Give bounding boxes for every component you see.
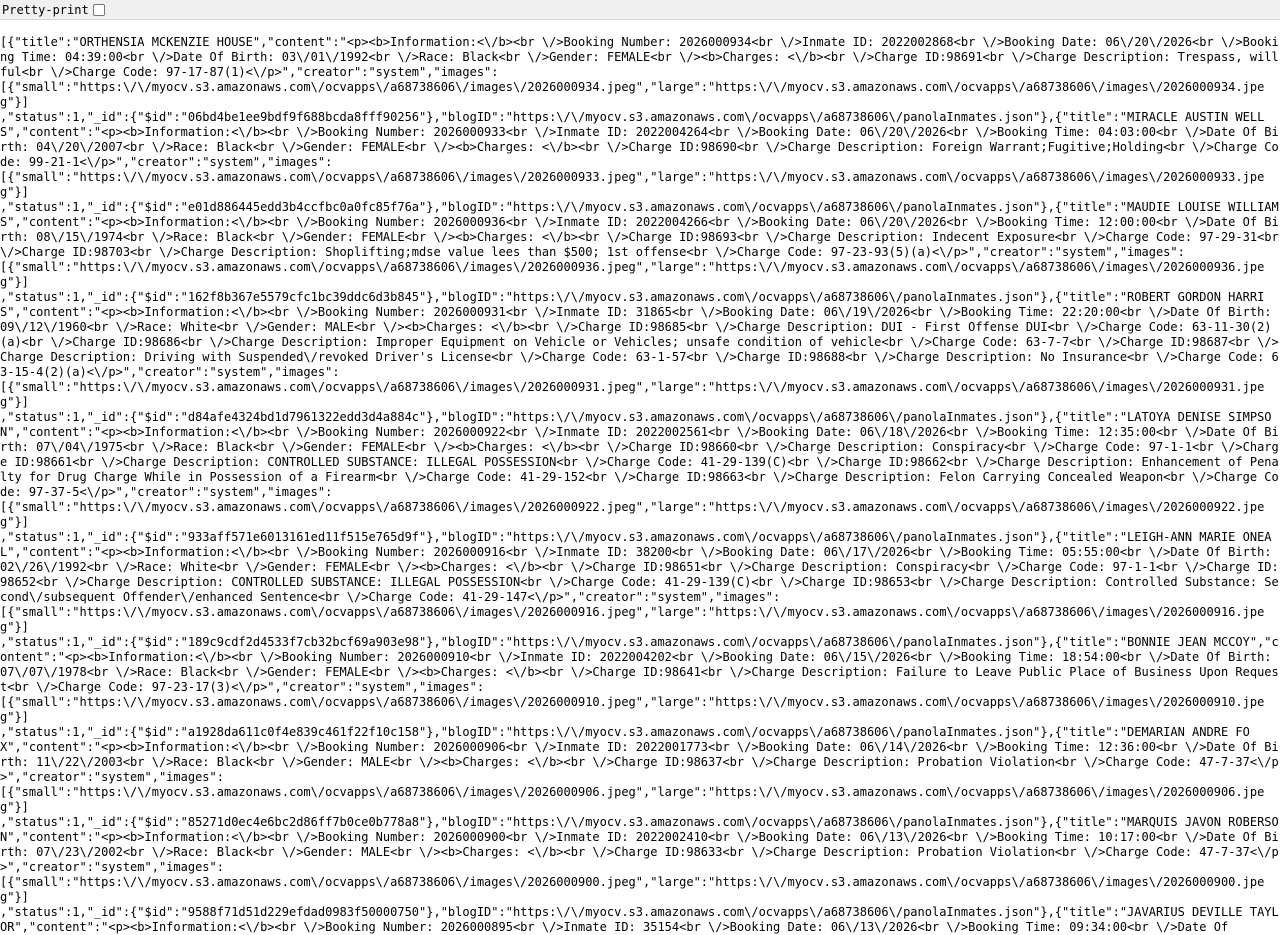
pretty-print-bar (0, 0, 1280, 20)
json-output: [{"title":"ORTHENSIA MCKENZIE HOUSE","content":"<p><b>Information:<\/b><br \/>Booking Number: 2026000934<br \/>Inmate ID: 2022002868<br \/>Booking Date: 06\/20\/2026<br \/>Booking Time: 04:39:00<br \/>Date Of Birth: 03\/01\/1992<br \/>Race: Black<br \/>Gender: FEMALE<br \/><b>Charges: <\/b><br \/>Charge ID:98691<br \/>Charge Description: Trespass, willful<br \/>Charge Code: 97-17-87(1)<\/p>","creator":"system","images": [{"small":"https:\/\/myocv.s3.amazonaws.com\/ocvapps\/a68738606\/images\/2026000934.jpeg","large":"https:\/\/myocv.s3.amazonaws.com\/ocvapps\/a68738606\/images\/2026000934.jpeg"}] ,"status":1,"_id":{"$id":"06bd4be1ee9bdf9f688bcda8fff90256"},"blogID":"https:\/\/myocv.s3.amazonaws.com\/ocvapps\/a68738606\/panolaInmates.json"},{"title":"MIRACLE AUSTIN WELLS","content":"<p><b>Information:<\/b><br \/>Booking Number: 2026000933<br \/>Inmate ID: 2022004264<br \/>Booking Date: 06\/20\/2026<br \/>Booking Time: 04:03:00<br \/>Date Of Birth: 04\/20\/2007<br \/>Race: Black<br \/>Gender: FEMALE<br \/><b>Charges: <\/b><br \/>Charge ID:98690<br \/>Charge Description: Foreign Warrant;Fugitive;Holding<br \/>Charge Code: 99-21-1<\/p>","creator":"system","images": [{"small":"https:\/\/myocv.s3.amazonaws.com\/ocvapps\/a68738606\/images\/2026000933.jpeg","large":"https:\/\/myocv.s3.amazonaws.com\/ocvapps\/a68738606\/images\/2026000933.jpeg"}] ,"status":1,"_id":{"$id":"e01d886445edd3b4ccfbc0a0fc85f76a"},"blogID":"https:\/\/myocv.s3.amazonaws.com\/ocvapps\/a68738606\/panolaInmates.json"},{"title":"MAUDIE LOUISE WILLIAMS","content":"<p><b>Information:<\/b><br \/>Booking Number: 2026000936<br \/>Inmate ID: 2022004266<br \/>Booking Date: 06\/20\/2026<br \/>Booking Time: 12:00:00<br \/>Date Of Birth: 08\/15\/1974<br \/>Race: Black<br \/>Gender: FEMALE<br \/><b>Charges: <\/b><br \/>Charge ID:98693<br \/>Charge Description: Indecent Exposure<br \/>Charge Code: 97-29-31<br \/>Charge ID:98703<br \/>Charge Description: Shoplifting;mdse value lees than $500; 1st offense<br \/>Charge Code: 97-23-93(5)(a)<\/p>","creator":"system","images": [{"small":"https:\/\/myocv.s3.amazonaws.com\/ocvapps\/a68738606\/images\/2026000936.jpeg","large":"https:\/\/myocv.s3.amazonaws.com\/ocvapps\/a68738606\/images\/2026000936.jpeg"}] ,"status":1,"_id":{"$id":"162f8b367e5579cfc1bc39ddc6d3b845"},"blogID":"https:\/\/myocv.s3.amazonaws.com\/ocvapps\/a68738606\/panolaInmates.json"},{"title":"ROBERT GORDON HARRIS","content":"<p><b>Information:<\/b><br \/>Booking Number: 2026000931<br \/>Inmate ID: 31865<br \/>Booking Date: 06\/19\/2026<br \/>Booking Time: 22:20:00<br \/>Date Of Birth: 09\/12\/1960<br \/>Race: White<br \/>Gender: MALE<br \/><b>Charges: <\/b><br \/>Charge ID:98685<br \/>Charge Description: DUI - First Offense DUI<br \/>Charge Code: 63-11-30(2)(a)<br \/>Charge ID:98686<br \/>Charge Description: Improper Equipment on Vehicle or Vehicles; unsafe condition of vehicle<br \/>Charge Code: 63-7-7<br \/>Charge ID:98687<br \/>Charge Description: Driving with Suspended\/revoked Driver's License<br \/>Charge Code: 63-1-57<br \/>Charge ID:98688<br \/>Charge Description: No Insurance<br \/>Charge Code: 63-15-4(2)(a)<\/p>","creator":"system","images": [{"small":"https:\/\/myocv.s3.amazonaws.com\/ocvapps\/a68738606\/images\/2026000931.jpeg","large":"https:\/\/myocv.s3.amazonaws.com\/ocvapps\/a68738606\/images\/2026000931.jpeg"}] ,"status":1,"_id":{"$id":"d84afe4324bd1d7961322edd3d4a884c"},"blogID":"https:\/\/myocv.s3.amazonaws.com\/ocvapps\/a68738606\/panolaInmates.json"},{"title":"LATOYA DENISE SIMPSON","content":"<p><b>Information:<\/b><br \/>Booking Number: 2026000922<br \/>Inmate ID: 2022002561<br \/>Booking Date: 06\/18\/2026<br \/>Booking Time: 12:35:00<br \/>Date Of Birth: 07\/04\/1975<br \/>Race: Black<br \/>Gender: FEMALE<br \/><b>Charges: <\/b><br \/>Charge ID:98660<br \/>Charge Description: Conspiracy<br \/>Charge Code: 97-1-1<br \/>Charge ID:98661<br \/>Charge Description: CONTROLLED SUBSTANCE: ILLEGAL POSSESSION<br \/>Charge Code: 41-29-139(C)<br \/>Charge ID:98662<br \/>Charge Description: Enhancement of Penalty for Drug Charge While in Possession of a Firearm<br \/>Charge Code: 41-29-152<br \/>Charge ID:98663<br \/>Charge Description: Felon Carrying Concealed Weapon<br \/>Charge Code: 97-37-5<\/p>","creator":"system","images": [{"small":"https:\/\/myocv.s3.amazonaws.com\/ocvapps\/a68738606\/images\/2026000922.jpeg","large":"https:\/\/myocv.s3.amazonaws.com\/ocvapps\/a68738606\/images\/2026000922.jpeg"}] ,"status":1,"_id":{"$id":"933aff571e6013161ed11f515e765d9f"},"blogID":"https:\/\/myocv.s3.amazonaws.com\/ocvapps\/a68738606\/panolaInmates.json"},{"title":"LEIGH-ANN MARIE ONEAL","content":"<p><b>Information:<\/b><br \/>Booking Number: 2026000916<br \/>Inmate ID: 38200<br \/>Booking Date: 06\/17\/2026<br \/>Booking Time: 05:55:00<br \/>Date Of Birth: 02\/26\/1992<br \/>Race: White<br \/>Gender: FEMALE<br \/><b>Charges: <\/b><br \/>Charge ID:98651<br \/>Charge Description: Conspiracy<br \/>Charge Code: 97-1-1<br \/>Charge ID:98652<br \/>Charge Description: CONTROLLED SUBSTANCE: ILLEGAL POSSESSION<br \/>Charge Code: 41-29-139(C)<br \/>Charge ID:98653<br \/>Charge Description: Controlled Substance: Second\/subsequent Offender\/enhanced Sentence<br \/>Charge Code: 41-29-147<\/p>","creator":"system","images": [{"small":"https:\/\/myocv.s3.amazonaws.com\/ocvapps\/a68738606\/images\/2026000916.jpeg","large":"https:\/\/myocv.s3.amazonaws.com\/ocvapps\/a68738606\/images\/2026000916.jpeg"}] ,"status":1,"_id":{"$id":"189c9cdf2d4533f7cb32bcf69a903e98"},"blogID":"https:\/\/myocv.s3.amazonaws.com\/ocvapps\/a68738606\/panolaInmates.json"},{"title":"BONNIE JEAN MCCOY","content":"<p><b>Information:<\/b><br \/>Booking Number: 2026000910<br \/>Inmate ID: 2022004202<br \/>Booking Date: 06\/15\/2026<br \/>Booking Time: 18:54:00<br \/>Date Of Birth: 07\/07\/1978<br \/>Race: Black<br \/>Gender: FEMALE<br \/><b>Charges: <\/b><br \/>Charge ID:98641<br \/>Charge Description: Failure to Leave Public Place of Business Upon Request<br \/>Charge Code: 97-23-17(3)<\/p>","creator":"system","images": [{"small":"https:\/\/myocv.s3.amazonaws.com\/ocvapps\/a68738606\/images\/2026000910.jpeg","large":"https:\/\/myocv.s3.amazonaws.com\/ocvapps\/a68738606\/images\/2026000910.jpeg"}] ,"status":1,"_id":{"$id":"a1928da611c0f4e839c461f22f10c158"},"blogID":"https:\/\/myocv.s3.amazonaws.com\/ocvapps\/a68738606\/panolaInmates.json"},{"title":"DEMARIAN ANDRE FOX","content":"<p><b>Information:<\/b><br \/>Booking Number: 2026000906<br \/>Inmate ID: 2022001773<br \/>Booking Date: 06\/14\/2026<br \/>Booking Time: 12:36:00<br \/>Date Of Birth: 11\/22\/2003<br \/>Race: Black<br \/>Gender: MALE<br \/><b>Charges: <\/b><br \/>Charge ID:98637<br \/>Charge Description: Probation Violation<br \/>Charge Code: 47-7-37<\/p>","creator":"system","images": [{"small":"https:\/\/myocv.s3.amazonaws.com\/ocvapps\/a68738606\/images\/2026000906.jpeg","large":"https:\/\/myocv.s3.amazonaws.com\/ocvapps\/a68738606\/images\/2026000906.jpeg"}] ,"status":1,"_id":{"$id":"85271d0ec4e6bc2d86ff7b0ce0b778a8"},"blogID":"https:\/\/myocv.s3.amazonaws.com\/ocvapps\/a68738606\/panolaInmates.json"},{"title":"MARQUIS JAVON ROBERSON","content":"<p><b>Information:<\/b><br \/>Booking Number: 2026000900<br \/>Inmate ID: 2022002410<br \/>Booking Date: 06\/13\/2026<br \/>Booking Time: 10:17:00<br \/>Date Of Birth: 07\/23\/2002<br \/>Race: Black<br \/>Gender: MALE<br \/><b>Charges: <\/b><br \/>Charge ID:98633<br \/>Charge Description: Probation Violation<br \/>Charge Code: 47-7-37<\/p>","creator":"system","images": [{"small":"https:\/\/myocv.s3.amazonaws.com\/ocvapps\/a68738606\/images\/2026000900.jpeg","large":"https:\/\/myocv.s3.amazonaws.com\/ocvapps\/a68738606\/images\/2026000900.jpeg"}] ,"status":1,"_id":{"$id":"9588f71d51d229efdad0983f50000750"},"blogID":"https:\/\/myocv.s3.amazonaws.com\/ocvapps\/a68738606\/panolaInmates.json"},{"title":"JAVARIUS DEVILLE TAYLOR","content":"<p><b>Information:<\/b><br \/>Booking Number: 2026000895<br \/>Inmate ID: 35154<br \/>Booking Date: 06\/13\/2026<br \/>Booking Time: 09:34:00<br \/>Date Of (0, 35, 1279, 934)
pretty-print-label: Pretty-print (2, 2, 89, 17)
pretty-print-checkbox[interactable] (93, 4, 105, 16)
